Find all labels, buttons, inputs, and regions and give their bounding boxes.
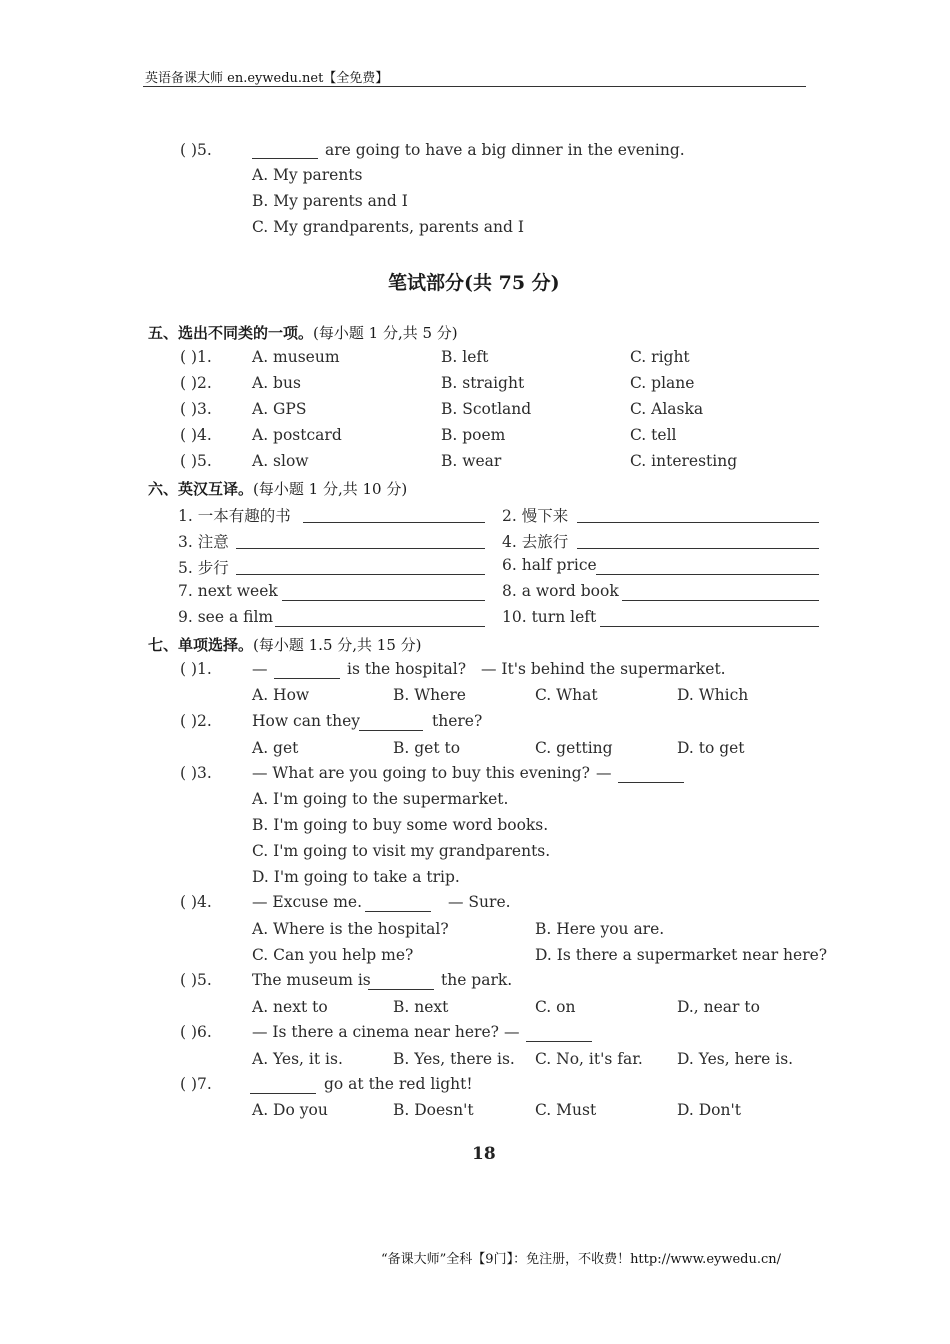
answer-line: [275, 626, 485, 627]
option-a: A. Yes, it is.: [252, 1050, 343, 1068]
question-stem: go at the red light!: [324, 1075, 473, 1093]
question-stem: is the hospital?: [347, 660, 467, 678]
row-number: ( )5.: [180, 452, 212, 470]
option-c: C. I'm going to visit my grandparents.: [252, 842, 551, 860]
option-b: B. poem: [441, 426, 506, 444]
translation-item: 5. 步行: [178, 559, 229, 577]
option-c: C. interesting: [630, 452, 738, 470]
answer-line: [236, 548, 485, 549]
row-number: ( )2.: [180, 374, 212, 392]
question-stem-end: there?: [432, 712, 483, 730]
dialog-answer: — It's behind the supermarket.: [481, 660, 726, 678]
answer-line: [600, 626, 819, 627]
question-stem: The museum is: [252, 971, 371, 989]
option-a: A. GPS: [252, 400, 307, 418]
option-c: C. getting: [535, 739, 613, 757]
translation-item: 2. 慢下来: [502, 507, 569, 525]
option-a: A. get: [252, 739, 299, 757]
option-d: D. I'm going to take a trip.: [252, 868, 460, 886]
question-stem-end: the park.: [441, 971, 513, 989]
question-stem: are going to have a big dinner in the evening.: [325, 141, 685, 159]
option-b: B. straight: [441, 374, 525, 392]
option-b: B. I'm going to buy some word books.: [252, 816, 549, 834]
option-d: D. to get: [677, 739, 745, 757]
answer-blank: [359, 730, 423, 731]
section-heading-6: [148, 478, 407, 499]
translation-item: 1. 一本有趣的书: [178, 507, 291, 525]
question-number: ( )5.: [180, 141, 212, 159]
option-a: A. My parents: [252, 166, 363, 184]
option-c: C. on: [535, 998, 576, 1016]
question-number: ( )7.: [180, 1075, 212, 1093]
option-a: A. Where is the hospital?: [252, 920, 449, 938]
translation-item: 9. see a film: [178, 608, 274, 626]
section-heading-text: 七、单项选择。: [148, 636, 254, 654]
question-number: ( )3.: [180, 764, 212, 782]
question-number: ( )1.: [180, 660, 212, 678]
option-a: A. bus: [252, 374, 301, 392]
option-b: B. Doesn't: [393, 1101, 474, 1119]
answer-blank: [365, 911, 431, 912]
option-a: A. slow: [252, 452, 309, 470]
translation-item: 7. next week: [178, 582, 278, 600]
answer-blank: [252, 158, 318, 159]
translation-item: 6. half price: [502, 556, 597, 574]
option-b: B. Here you are.: [535, 920, 665, 938]
translation-item: 10. turn left: [502, 608, 597, 626]
option-c: C. My grandparents, parents and I: [252, 218, 524, 236]
option-d: D. Which: [677, 686, 749, 704]
option-d: D., near to: [677, 998, 760, 1016]
answer-line: [303, 522, 485, 523]
section-heading-7: [148, 634, 422, 655]
translation-item: 3. 注意: [178, 533, 229, 551]
option-c: C. No, it's far.: [535, 1050, 643, 1068]
answer-blank: [618, 782, 684, 783]
section-note: (每小题 1.5 分,共 15 分): [253, 636, 422, 654]
answer-blank: [250, 1093, 316, 1094]
question-stem: How can they: [252, 712, 361, 730]
section-heading-5: [148, 322, 458, 343]
answer-line: [577, 522, 819, 523]
option-b: B. Yes, there is.: [393, 1050, 515, 1068]
row-number: ( )3.: [180, 400, 212, 418]
dialog-dash: —: [504, 1023, 520, 1041]
answer-blank: [274, 678, 340, 679]
option-b: B. My parents and I: [252, 192, 408, 210]
section-heading-text: 六、英汉互译。: [148, 480, 254, 498]
option-b: B. wear: [441, 452, 502, 470]
answer-line: [282, 600, 485, 601]
option-b: B. Scotland: [441, 400, 532, 418]
option-a: A. I'm going to the supermarket.: [252, 790, 509, 808]
option-c: C. right: [630, 348, 690, 366]
answer-line: [236, 574, 485, 575]
dialog-answer: — Sure.: [448, 893, 511, 911]
option-d: D. Yes, here is.: [677, 1050, 794, 1068]
option-c: C. Can you help me?: [252, 946, 414, 964]
option-b: B. next: [393, 998, 449, 1016]
answer-line: [577, 548, 819, 549]
option-c: C. Alaska: [630, 400, 704, 418]
option-b: B. get to: [393, 739, 461, 757]
option-a: A. next to: [252, 998, 328, 1016]
option-a: A. museum: [252, 348, 340, 366]
answer-blank: [368, 989, 434, 990]
page-number: 18: [472, 1144, 496, 1164]
section-heading-text: 五、选出不同类的一项。: [148, 324, 314, 342]
option-a: A. postcard: [252, 426, 342, 444]
question-number: ( )4.: [180, 893, 212, 911]
answer-line: [622, 600, 819, 601]
question-stem: — What are you going to buy this evening?: [252, 764, 590, 782]
header-rule: [143, 86, 806, 87]
dialog-dash: —: [596, 764, 612, 782]
answer-blank: [526, 1041, 592, 1042]
option-d: D. Is there a supermarket near here?: [535, 946, 828, 964]
question-stem: — Excuse me.: [252, 893, 362, 911]
option-b: B. left: [441, 348, 489, 366]
question-stem: — Is there a cinema near here?: [252, 1023, 499, 1041]
section-note: (每小题 1 分,共 5 分): [313, 324, 458, 342]
site-header: 英语备课大师 en.eywedu.net【全免费】: [145, 71, 389, 86]
translation-item: 8. a word book: [502, 582, 619, 600]
option-c: C. tell: [630, 426, 677, 444]
row-number: ( )1.: [180, 348, 212, 366]
option-c: C. Must: [535, 1101, 597, 1119]
option-a: A. Do you: [252, 1101, 328, 1119]
option-b: B. Where: [393, 686, 466, 704]
translation-item: 4. 去旅行: [502, 533, 569, 551]
option-a: A. How: [252, 686, 310, 704]
dialog-dash: —: [252, 660, 268, 678]
site-footer: “备课大师”全科【9门】：免注册，不收费！http://www.eywedu.cn/: [381, 1252, 782, 1267]
answer-line: [596, 574, 819, 575]
question-number: ( )5.: [180, 971, 212, 989]
option-d: D. Don't: [677, 1101, 741, 1119]
section-title: 笔试部分(共 75 分): [388, 272, 560, 294]
option-c: C. plane: [630, 374, 695, 392]
row-number: ( )4.: [180, 426, 212, 444]
section-note: (每小题 1 分,共 10 分): [253, 480, 408, 498]
question-number: ( )2.: [180, 712, 212, 730]
option-c: C. What: [535, 686, 598, 704]
question-number: ( )6.: [180, 1023, 212, 1041]
